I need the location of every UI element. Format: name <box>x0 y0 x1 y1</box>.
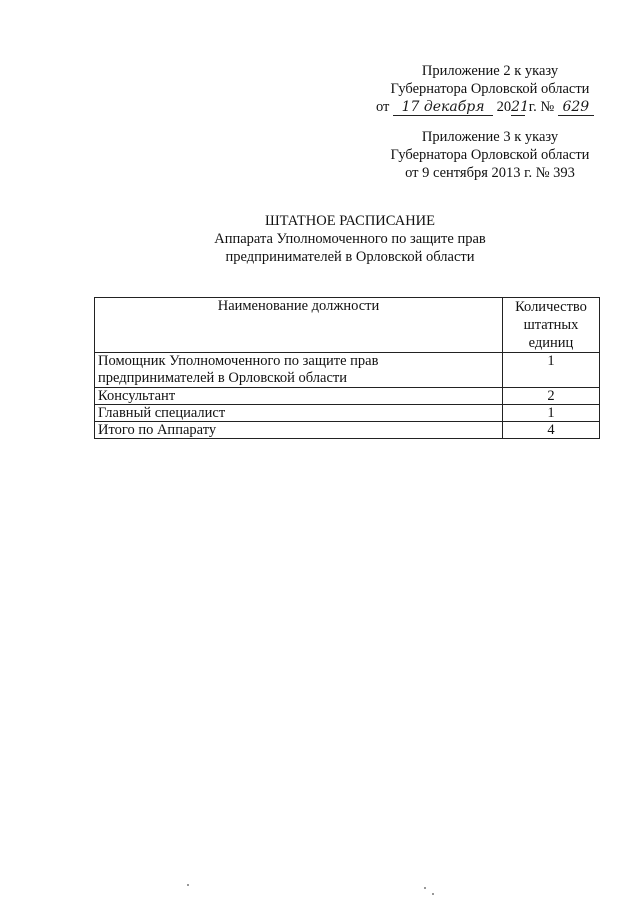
title-sub-2: предпринимателей в Орловской области <box>225 249 475 265</box>
year-suffix: г. № <box>528 99 555 115</box>
table-header-row <box>95 298 600 353</box>
title-sub-1: Аппарата Уполномоченного по защите прав <box>214 231 486 247</box>
header-count-line2: штатных <box>523 317 579 333</box>
appendix-2-header <box>370 62 610 116</box>
date-prefix: от <box>376 99 390 115</box>
staff-table <box>94 297 600 439</box>
header-count-line3: единиц <box>528 335 574 351</box>
cell-total-label: Итого по Аппарату <box>95 422 503 439</box>
document-title <box>150 212 550 266</box>
cell-position-name: Консультант <box>95 388 503 405</box>
header-position-name: Наименование должности <box>95 298 503 353</box>
cell-position-name <box>95 353 503 388</box>
cell-count: 2 <box>503 388 600 405</box>
cell-count: 1 <box>503 405 600 422</box>
cell-position-name: Главный специалист <box>95 405 503 422</box>
scan-speck <box>432 893 434 895</box>
appendix-2-date-line <box>370 98 610 116</box>
appendix-3-line3: от 9 сентября 2013 г. № 393 <box>405 165 575 181</box>
appendix-3-line1: Приложение 3 к указу <box>421 129 559 145</box>
scan-speck <box>187 884 189 886</box>
cell-name-line2: предпринимателей в Орловской области <box>98 370 347 386</box>
scan-speck <box>424 887 426 889</box>
header-staff-count <box>503 298 600 353</box>
table-row <box>95 388 600 405</box>
appendix-2-line1: Приложение 2 к указу <box>421 63 559 79</box>
handwritten-number: 629 <box>558 99 594 116</box>
cell-count: 1 <box>503 353 600 388</box>
title-main: ШТАТНОЕ РАСПИСАНИЕ <box>264 213 436 229</box>
appendix-2-line2: Губернатора Орловской области <box>390 81 590 97</box>
header-count-line1: Количество <box>515 299 587 315</box>
handwritten-date: 17 декабря <box>393 99 493 116</box>
appendix-3-header <box>370 128 610 182</box>
table-row-total <box>95 422 600 439</box>
table-row <box>95 353 600 388</box>
cell-name-line1: Помощник Уполномоченного по защите прав <box>98 353 379 369</box>
year-prefix: 20 <box>496 99 512 115</box>
handwritten-year: 21 <box>511 99 529 115</box>
table-row <box>95 405 600 422</box>
appendix-3-line2: Губернатора Орловской области <box>390 147 590 163</box>
cell-total-count: 4 <box>503 422 600 439</box>
